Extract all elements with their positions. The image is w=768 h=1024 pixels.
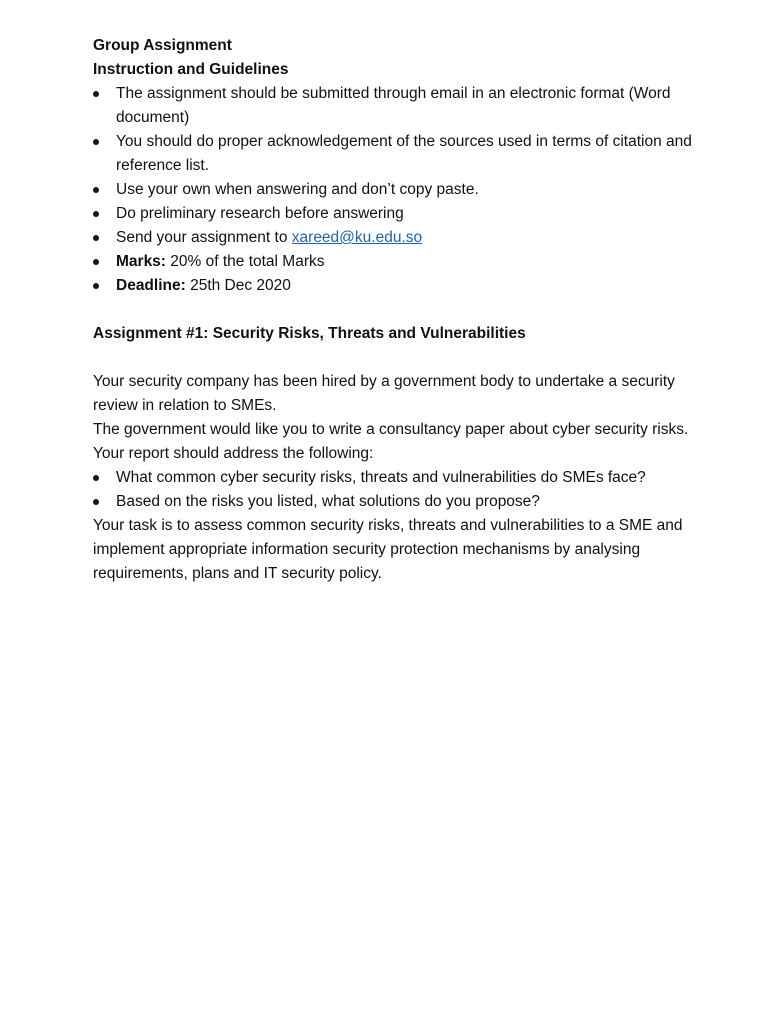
- intro-paragraph-2: The government would like you to write a consultancy paper about cyber security risks. Your report should address the following:: [93, 421, 689, 462]
- bullet-icon: [93, 475, 99, 481]
- list-item: [93, 82, 693, 130]
- guidelines-heading: Instruction and Guidelines: [93, 61, 289, 78]
- guideline-text: Send your assignment to: [116, 229, 292, 246]
- question-text: What common cyber security risks, threats and vulnerabilities do SMEs face?: [116, 469, 646, 486]
- bullet-icon: [93, 211, 99, 217]
- spacer: [93, 298, 693, 322]
- list-item: [93, 490, 693, 514]
- task-paragraph: Your task is to assess common security risks, threats and vulnerabilities to a SME and implement appropriate information security protection mechanisms by analysing requirements, plans and IT security policy.: [93, 517, 683, 582]
- marks-value: 20% of the total Marks: [165, 253, 325, 270]
- bullet-icon: [93, 499, 99, 505]
- list-item: [93, 274, 693, 298]
- guideline-text: Use your own when answering and don’t copy paste.: [116, 181, 479, 198]
- bullet-icon: [93, 91, 99, 97]
- bullet-icon: [93, 283, 99, 289]
- assignment-heading: Assignment #1: Security Risks, Threats and Vulnerabilities: [93, 325, 526, 342]
- guideline-text: You should do proper acknowledgement of the sources used in terms of citation and reference list.: [116, 133, 692, 174]
- list-item: [93, 226, 693, 250]
- spacer: [93, 346, 693, 370]
- bullet-icon: [93, 259, 99, 265]
- deadline-value: 25th Dec 2020: [185, 277, 291, 294]
- question-text: Based on the risks you listed, what solutions do you propose?: [116, 493, 540, 510]
- intro-paragraph-1: Your security company has been hired by a government body to undertake a security review in relation to SMEs.: [93, 373, 675, 414]
- list-item: [93, 250, 693, 274]
- document-page: [93, 34, 693, 586]
- list-item: [93, 178, 693, 202]
- document-title: Group Assignment: [93, 37, 232, 54]
- list-item: [93, 202, 693, 226]
- deadline-label: Deadline:: [116, 277, 186, 294]
- guidelines-list: [93, 82, 693, 298]
- bullet-icon: [93, 235, 99, 241]
- guideline-text: Do preliminary research before answering: [116, 205, 404, 222]
- bullet-icon: [93, 187, 99, 193]
- list-item: [93, 466, 693, 490]
- list-item: [93, 130, 693, 178]
- bullet-icon: [93, 139, 99, 145]
- marks-label: Marks:: [116, 253, 166, 270]
- questions-list: [93, 466, 693, 514]
- email-link[interactable]: xareed@ku.edu.so: [291, 229, 423, 246]
- guideline-text: The assignment should be submitted through email in an electronic format (Word document): [116, 85, 671, 126]
